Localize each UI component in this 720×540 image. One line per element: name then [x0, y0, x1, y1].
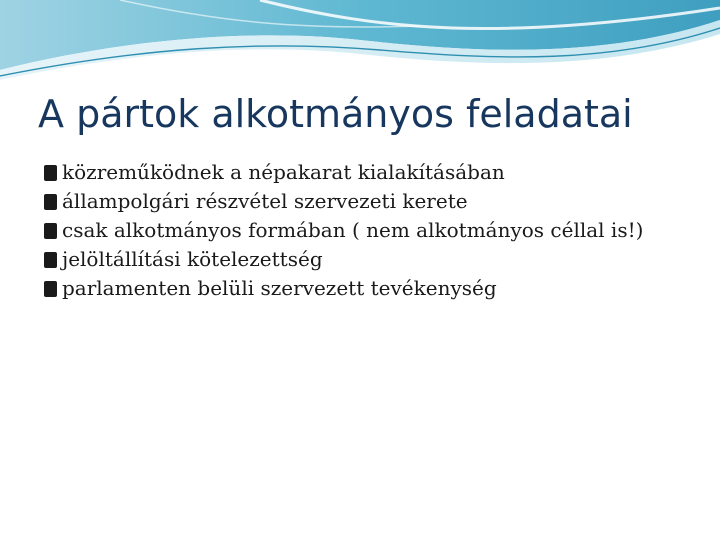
- bullet-text: csak alkotmányos formában ( nem alkotmányos céllal is!): [62, 218, 644, 242]
- bullet-text: közreműködnek a népakarat kialakításában: [62, 160, 505, 184]
- bullet-text: jelöltállítási kötelezettség: [62, 247, 323, 271]
- slide-title: A pártok alkotmányos feladatai: [38, 92, 633, 136]
- missing-glyph-icon: [44, 281, 57, 297]
- bullet-list: [44, 158, 684, 303]
- bullet-item: [44, 274, 684, 303]
- bullet-item: [44, 245, 684, 274]
- missing-glyph-icon: [44, 165, 57, 181]
- bullet-text: állampolgári részvétel szervezeti kerete: [62, 189, 468, 213]
- missing-glyph-icon: [44, 252, 57, 268]
- bullet-item: [44, 158, 684, 187]
- missing-glyph-icon: [44, 194, 57, 210]
- bullet-text: parlamenten belüli szervezett tevékenység: [62, 276, 497, 300]
- missing-glyph-icon: [44, 223, 57, 239]
- bullet-item: [44, 216, 684, 245]
- header-wave-decoration: [0, 0, 720, 90]
- bullet-item: [44, 187, 684, 216]
